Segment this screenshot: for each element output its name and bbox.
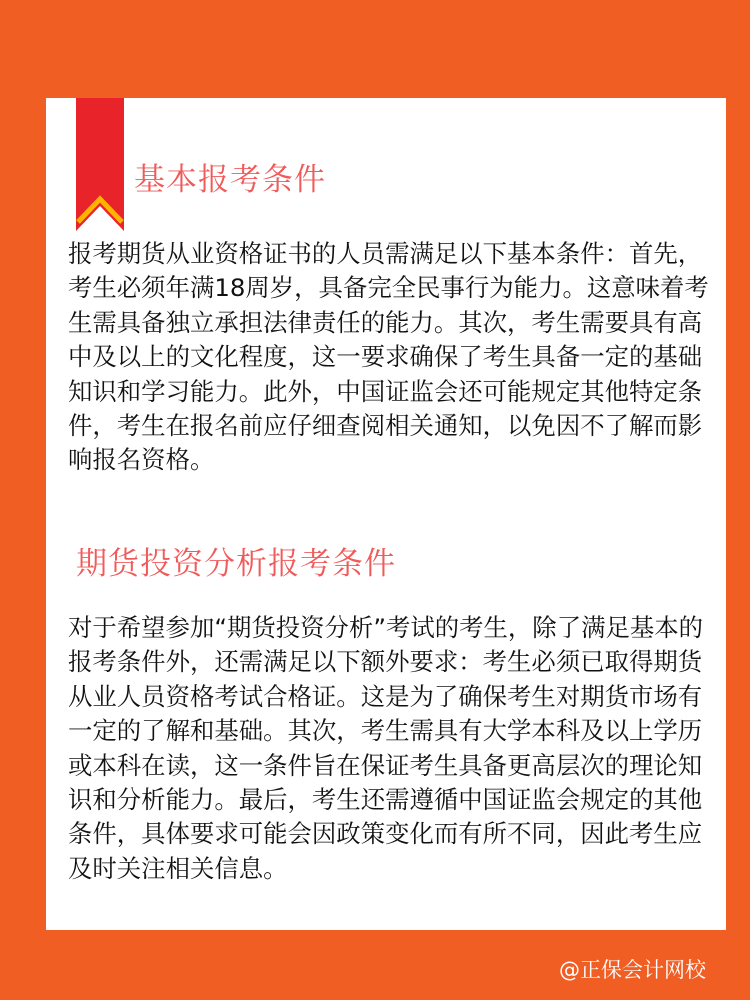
section-title-basic: 基本报考条件	[134, 162, 326, 198]
bookmark-ribbon-icon	[76, 98, 124, 231]
section-body-analysis: 对于希望参加“期货投资分析”考试的考生，除了满足基本的报考条件外，还需满足以下额外要求：考生必须已取得期货从业人员资格考试合格证。这是为了确保考生对期货市场有一定的了解和基础。其次，考生需具有大学本科及以上学历或本科在读，这一条件旨在保证考生具备更高层次的理论知识和分析能力。最后，考生还需遵循中国证监会规定的其他条件，具体要求可能会因政策变化而有所不同，因此考生应及时关注相关信息。	[68, 613, 704, 883]
brand-watermark: @正保会计网校	[559, 958, 706, 982]
section-title-analysis: 期货投资分析报考条件	[76, 546, 396, 582]
section-body-basic: 报考期货从业资格证书的人员需满足以下基本条件：首先，考生必须年满18周岁，具备完全民事行为能力。这意味着考生需具备独立承担法律责任的能力。其次，考生需要具有高中及以上的文化程度，这一要求确保了考生具备一定的基础知识和学习能力。此外，中国证监会还可能规定其他特定条件，考生在报名前应仔细查阅相关通知，以免因不了解而影响报名资格。	[68, 239, 709, 475]
